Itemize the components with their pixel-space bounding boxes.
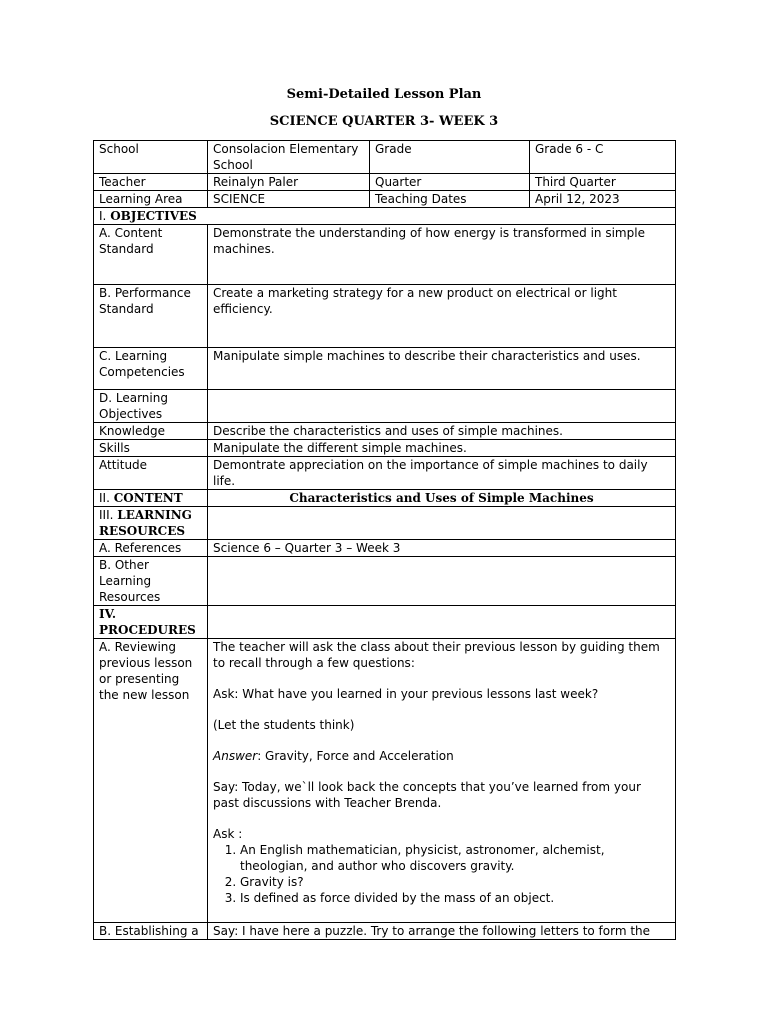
lesson-plan-table	[93, 140, 676, 940]
quarter-label: Quarter	[370, 174, 530, 191]
attitude-label: Attitude	[94, 457, 208, 490]
grade-value: Grade 6 - C	[530, 141, 676, 174]
skills-label: Skills	[94, 440, 208, 457]
table-row	[94, 440, 676, 457]
references-label: A. References	[94, 540, 208, 557]
procedures-heading: IV. PROCEDURES	[94, 606, 208, 639]
section-row	[94, 208, 676, 225]
knowledge-value: Describe the characteristics and uses of simple machines.	[208, 423, 676, 440]
table-row	[94, 923, 676, 940]
objectives-heading: I. OBJECTIVES	[94, 208, 676, 225]
table-row	[94, 390, 676, 423]
section-row	[94, 490, 676, 507]
learning-area-label: Learning Area	[94, 191, 208, 208]
teacher-value: Reinalyn Paler	[208, 174, 370, 191]
procedures-value	[208, 606, 676, 639]
document-title: Semi-Detailed Lesson Plan	[286, 87, 482, 102]
learning-competencies-label: C. Learning Competencies	[94, 348, 208, 390]
list-item: 1. An English mathematician, physicist, astronomer, alchemist, theologian, and author who discovers gravity.	[240, 842, 670, 874]
table-row	[94, 423, 676, 440]
learning-area-value: SCIENCE	[208, 191, 370, 208]
teaching-dates-value: April 12, 2023	[530, 191, 676, 208]
skills-value: Manipulate the different simple machines.	[208, 440, 676, 457]
review-say: Say: Today, we`ll look back the concepts that you’ve learned from your past discussions with Teacher Brenda.	[213, 780, 641, 810]
content-heading: II. CONTENT	[94, 490, 208, 507]
attitude-value: Demontrate appreciation on the importance of simple machines to daily life.	[208, 457, 676, 490]
content-standard-value: Demonstrate the understanding of how energy is transformed in simple machines.	[208, 225, 676, 285]
school-value: Consolacion Elementary School	[208, 141, 370, 174]
learning-competencies-value: Manipulate simple machines to describe their characteristics and uses.	[208, 348, 676, 390]
other-resources-label: B. Other Learning Resources	[94, 557, 208, 606]
learning-resources-heading: III. LEARNING RESOURCES	[94, 507, 208, 540]
list-item: 2. Gravity is?	[240, 874, 670, 890]
table-row	[94, 557, 676, 606]
grade-label: Grade	[370, 141, 530, 174]
review-question: Ask: What have you learned in your previous lessons last week?	[213, 687, 599, 701]
performance-standard-label: B. Performance Standard	[94, 285, 208, 348]
quarter-value: Third Quarter	[530, 174, 676, 191]
other-resources-value	[208, 557, 676, 606]
reviewing-label: A. Reviewing previous lesson or presenting the new lesson	[94, 639, 208, 923]
reviewing-value	[208, 639, 676, 923]
table-row	[94, 141, 676, 174]
references-value: Science 6 – Quarter 3 – Week 3	[208, 540, 676, 557]
establishing-label: B. Establishing a	[94, 923, 208, 940]
content-standard-label: A. Content Standard	[94, 225, 208, 285]
learning-objectives-label: D. Learning Objectives	[94, 390, 208, 423]
establishing-value: Say: I have here a puzzle. Try to arrange the following letters to form the	[208, 923, 676, 940]
ask-label: Ask :	[213, 827, 243, 841]
table-row	[94, 639, 676, 923]
review-note: (Let the students think)	[213, 718, 355, 732]
table-row	[94, 225, 676, 285]
teacher-label: Teacher	[94, 174, 208, 191]
school-label: School	[94, 141, 208, 174]
knowledge-label: Knowledge	[94, 423, 208, 440]
ask-list	[213, 842, 670, 906]
content-value: Characteristics and Uses of Simple Machines	[208, 490, 676, 507]
learning-resources-value	[208, 507, 676, 540]
section-row	[94, 606, 676, 639]
table-row	[94, 540, 676, 557]
performance-standard-value: Create a marketing strategy for a new product on electrical or light efficiency.	[208, 285, 676, 348]
table-row	[94, 348, 676, 390]
teaching-dates-label: Teaching Dates	[370, 191, 530, 208]
document-subtitle: SCIENCE QUARTER 3- WEEK 3	[269, 114, 499, 129]
review-paragraph: The teacher will ask the class about their previous lesson by guiding them to recall through a few questions:	[213, 640, 660, 670]
table-row	[94, 174, 676, 191]
list-item: 3. Is defined as force divided by the mass of an object.	[240, 890, 670, 906]
section-row	[94, 507, 676, 540]
table-row	[94, 457, 676, 490]
review-answer: Answer: Gravity, Force and Acceleration	[213, 749, 454, 763]
table-row	[94, 285, 676, 348]
learning-objectives-value	[208, 390, 676, 423]
table-row	[94, 191, 676, 208]
